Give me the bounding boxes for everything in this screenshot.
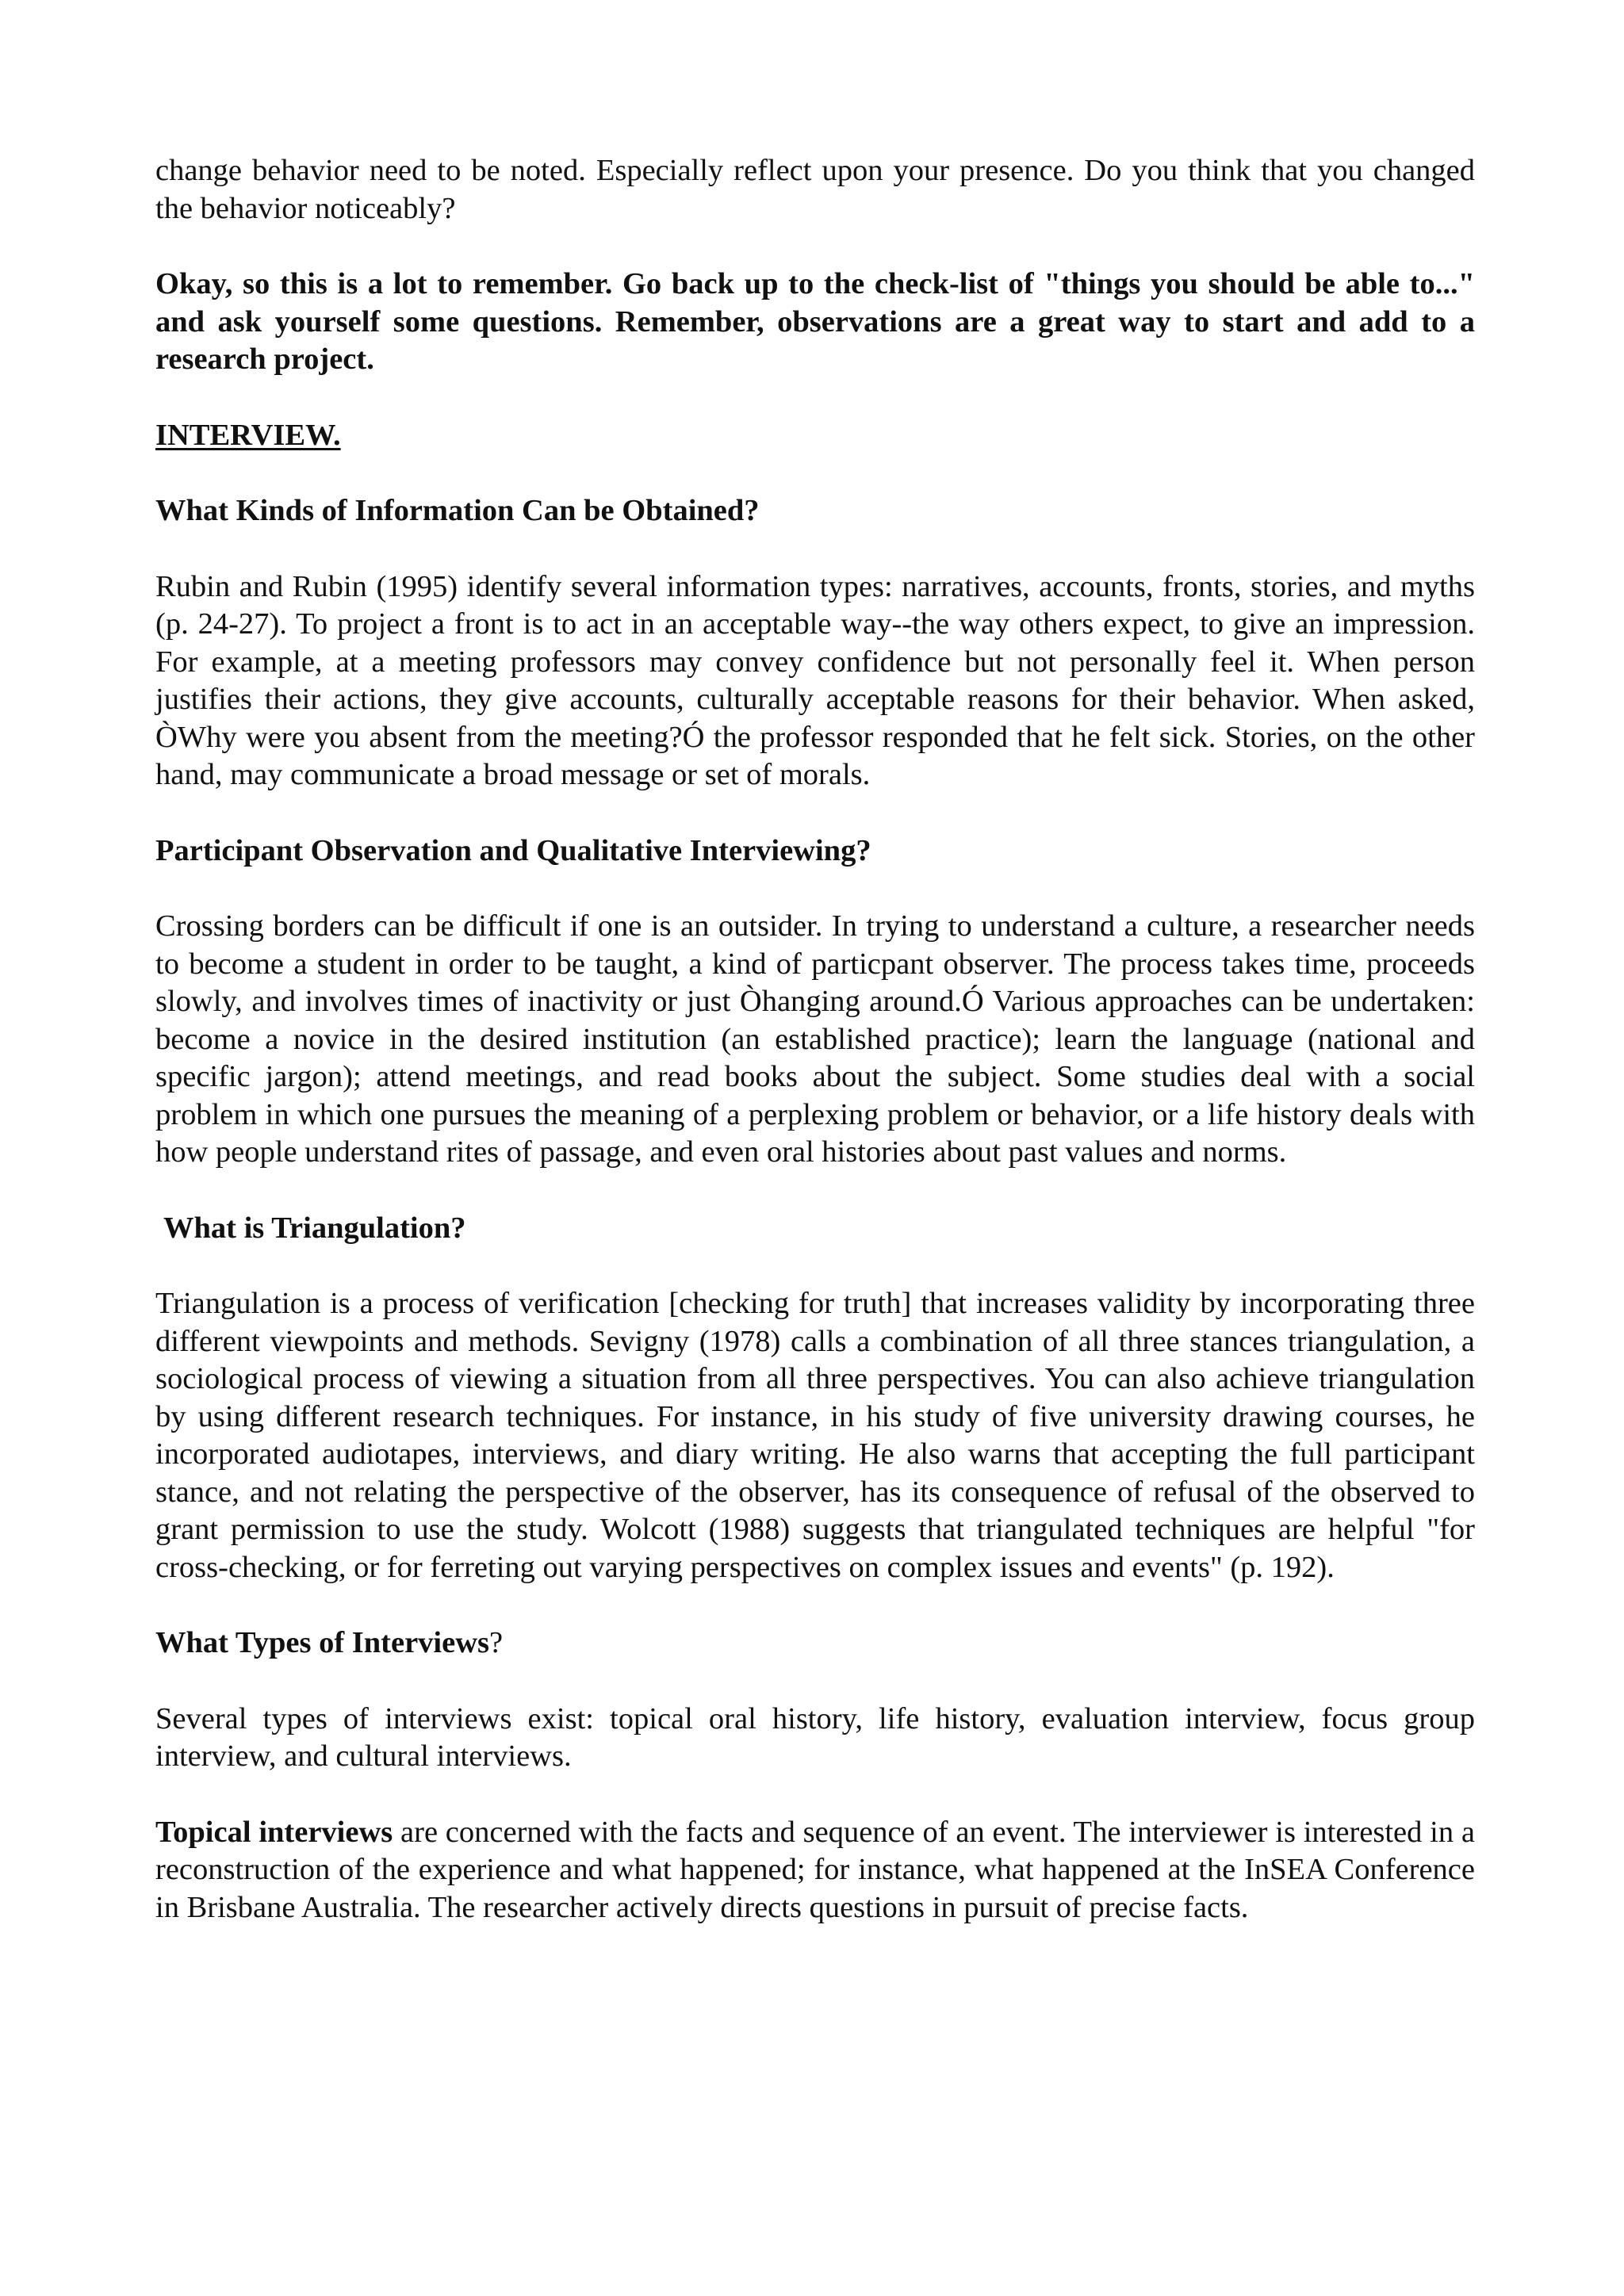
paragraph-participant-observation: Crossing borders can be difficult if one is an outsider. In trying to understand a culture, a researcher needs to become a student in order to be taught, a kind of particpant observer. The process takes time, proceeds slowly, and involves times of inactivity or just Òhanging around.Ó Various approaches can be undertaken: become a novice in the desired institution (an established practice); learn the language (national and specific jargon); attend meetings, and read books about the subject. Some studies deal with a social problem in which one pursues the meaning of a perplexing problem or behavior, or a life history deals with how people understand rites of passage, and even oral histories about past values and norms. (155, 909, 1475, 1169)
section-title-interview: INTERVIEW. (155, 418, 341, 452)
paragraph-information-kinds: Rubin and Rubin (1995) identify several information types: narratives, accounts, fronts, stories, and myths (p. 24-27). To project a front is to act in an acceptable way--the way others expect, to give an impression. For example, at a meeting professors may convey confidence but not personally feel it. When person justifies their actions, they give accounts, culturally acceptable reasons for their behavior. When asked, ÒWhy were you absent from the meeting?Ó the professor responded that he felt sick. Stories, on the other hand, may communicate a broad message or set of morals. (155, 569, 1475, 791)
heading-interview-types-mark: ? (489, 1626, 504, 1659)
paragraph-interview-types: Several types of interviews exist: topical oral history, life history, evaluation interview, focus group interview, and cultural interviews. (155, 1701, 1475, 1773)
topical-interviews-text: are concerned with the facts and sequence of an event. The interviewer is interested in a reconstruction of the experience and what happened; for instance, what happened at the InSEA Conference in Brisbane Australia. The researcher actively directs questions in pursuit of precise facts. (155, 1815, 1475, 1924)
topical-interviews-term: Topical interviews (155, 1815, 393, 1849)
heading-participant-observation: Participant Observation and Qualitative Interviewing? (155, 833, 871, 867)
heading-interview-types-text: What Types of Interviews (155, 1626, 489, 1659)
intro-paragraph: change behavior need to be noted. Especially reflect upon your presence. Do you think that you changed the behavior noticeably? (155, 154, 1475, 225)
paragraph-topical-interviews (155, 1814, 1475, 1927)
heading-interview-types (155, 1624, 1475, 1663)
paragraph-triangulation: Triangulation is a process of verification [checking for truth] that increases validity by incorporating three different viewpoints and methods. Sevigny (1978) calls a combination of all three stances triangulation, a sociological process of viewing a situation from all three perspectives. You can also achieve triangulation by using different research techniques. For instance, in his study of five university drawing courses, he incorporated audiotapes, interviews, and diary writing. He also warns that accepting the full participant stance, and not relating the perspective of the observer, has its consequence of refusal of the observed to grant permission to use the study. Wolcott (1988) suggests that triangulated techniques are helpful "for cross-checking, or for ferreting out varying perspectives on complex issues and events" (p. 192). (155, 1287, 1475, 1584)
reminder-paragraph: Okay, so this is a lot to remember. Go back up to the check-list of "things you should be able to..." and ask yourself some questions. Remember, observations are a great way to start and add to a research project. (155, 267, 1475, 376)
heading-triangulation: What is Triangulation? (163, 1211, 466, 1245)
document-body (155, 152, 1475, 1965)
heading-information-kinds: What Kinds of Information Can be Obtained? (155, 494, 760, 527)
